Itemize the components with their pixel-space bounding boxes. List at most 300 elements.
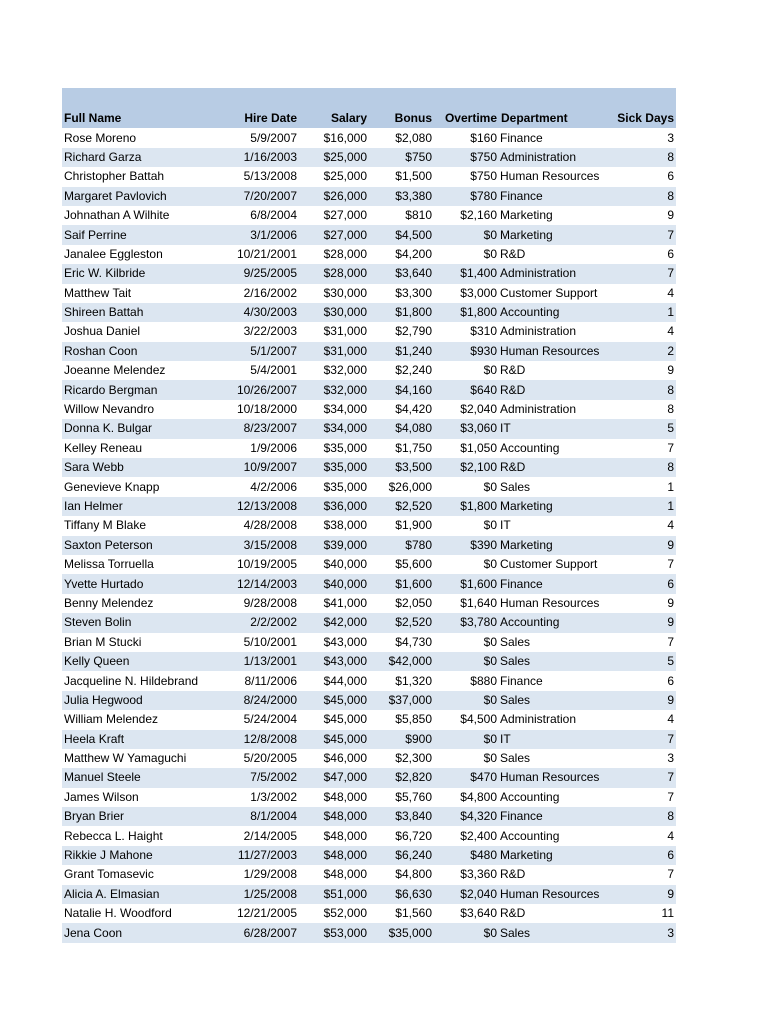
table-row xyxy=(62,419,676,438)
table-row xyxy=(62,342,676,361)
cell-bonus: $1,560 xyxy=(369,904,434,923)
cell-bonus: $4,800 xyxy=(369,865,434,884)
cell-bonus: $26,000 xyxy=(369,477,434,496)
cell-salary: $48,000 xyxy=(299,788,369,807)
cell-overtime: $2,040 xyxy=(434,400,499,419)
cell-sick-days: 9 xyxy=(609,613,676,632)
cell-department: Sales xyxy=(499,477,609,496)
cell-sick-days: 7 xyxy=(609,555,676,574)
cell-sick-days: 9 xyxy=(609,885,676,904)
cell-salary: $34,000 xyxy=(299,419,369,438)
cell-full-name: Margaret Pavlovich xyxy=(62,187,210,206)
table-row xyxy=(62,652,676,671)
cell-full-name: Matthew Tait xyxy=(62,284,210,303)
cell-salary: $28,000 xyxy=(299,264,369,283)
cell-full-name: Alicia A. Elmasian xyxy=(62,885,210,904)
table-row xyxy=(62,749,676,768)
table-row xyxy=(62,768,676,787)
cell-overtime: $2,400 xyxy=(434,826,499,845)
cell-hire-date: 5/1/2007 xyxy=(210,342,299,361)
cell-full-name: Bryan Brier xyxy=(62,807,210,826)
cell-overtime: $390 xyxy=(434,536,499,555)
table-row xyxy=(62,439,676,458)
cell-overtime: $3,000 xyxy=(434,284,499,303)
cell-overtime: $930 xyxy=(434,342,499,361)
cell-department: R&D xyxy=(499,361,609,380)
table-row xyxy=(62,400,676,419)
cell-department: R&D xyxy=(499,458,609,477)
cell-salary: $31,000 xyxy=(299,342,369,361)
cell-salary: $45,000 xyxy=(299,730,369,749)
cell-bonus: $4,500 xyxy=(369,225,434,244)
cell-overtime: $1,800 xyxy=(434,497,499,516)
cell-hire-date: 10/26/2007 xyxy=(210,380,299,399)
cell-bonus: $4,080 xyxy=(369,419,434,438)
cell-salary: $30,000 xyxy=(299,284,369,303)
cell-salary: $35,000 xyxy=(299,439,369,458)
cell-hire-date: 12/14/2003 xyxy=(210,574,299,593)
cell-hire-date: 6/8/2004 xyxy=(210,206,299,225)
table-row xyxy=(62,303,676,322)
cell-salary: $38,000 xyxy=(299,516,369,535)
cell-salary: $40,000 xyxy=(299,555,369,574)
cell-hire-date: 10/9/2007 xyxy=(210,458,299,477)
cell-bonus: $780 xyxy=(369,536,434,555)
table-row xyxy=(62,148,676,167)
cell-sick-days: 7 xyxy=(609,865,676,884)
cell-department: Administration xyxy=(499,322,609,341)
cell-sick-days: 4 xyxy=(609,826,676,845)
cell-salary: $40,000 xyxy=(299,574,369,593)
cell-full-name: Willow Nevandro xyxy=(62,400,210,419)
cell-salary: $42,000 xyxy=(299,613,369,632)
cell-department: Customer Support xyxy=(499,284,609,303)
cell-overtime: $470 xyxy=(434,768,499,787)
cell-salary: $53,000 xyxy=(299,923,369,942)
cell-salary: $25,000 xyxy=(299,167,369,186)
cell-salary: $31,000 xyxy=(299,322,369,341)
cell-bonus: $2,520 xyxy=(369,613,434,632)
table-row xyxy=(62,865,676,884)
cell-overtime: $0 xyxy=(434,749,499,768)
cell-overtime: $3,640 xyxy=(434,904,499,923)
cell-overtime: $1,640 xyxy=(434,594,499,613)
cell-salary: $16,000 xyxy=(299,128,369,147)
cell-department: R&D xyxy=(499,245,609,264)
cell-sick-days: 7 xyxy=(609,633,676,652)
table-row xyxy=(62,885,676,904)
cell-full-name: Yvette Hurtado xyxy=(62,574,210,593)
cell-bonus: $2,520 xyxy=(369,497,434,516)
cell-overtime: $3,780 xyxy=(434,613,499,632)
cell-salary: $27,000 xyxy=(299,225,369,244)
cell-salary: $35,000 xyxy=(299,477,369,496)
cell-full-name: Rose Moreno xyxy=(62,128,210,147)
cell-sick-days: 5 xyxy=(609,652,676,671)
cell-hire-date: 12/8/2008 xyxy=(210,730,299,749)
cell-salary: $28,000 xyxy=(299,245,369,264)
cell-bonus: $4,200 xyxy=(369,245,434,264)
cell-overtime: $2,160 xyxy=(434,206,499,225)
cell-hire-date: 6/28/2007 xyxy=(210,923,299,942)
cell-full-name: Ian Helmer xyxy=(62,497,210,516)
cell-bonus: $900 xyxy=(369,730,434,749)
cell-bonus: $2,240 xyxy=(369,361,434,380)
cell-overtime: $3,060 xyxy=(434,419,499,438)
cell-hire-date: 5/20/2005 xyxy=(210,749,299,768)
table-row xyxy=(62,284,676,303)
cell-bonus: $1,600 xyxy=(369,574,434,593)
cell-sick-days: 5 xyxy=(609,419,676,438)
cell-full-name: Janalee Eggleston xyxy=(62,245,210,264)
cell-bonus: $6,720 xyxy=(369,826,434,845)
cell-department: Finance xyxy=(499,574,609,593)
cell-sick-days: 9 xyxy=(609,361,676,380)
cell-department: Finance xyxy=(499,807,609,826)
table-row xyxy=(62,167,676,186)
cell-full-name: Brian M Stucki xyxy=(62,633,210,652)
cell-sick-days: 4 xyxy=(609,322,676,341)
cell-bonus: $1,800 xyxy=(369,303,434,322)
table-row xyxy=(62,555,676,574)
cell-hire-date: 10/21/2001 xyxy=(210,245,299,264)
table-body xyxy=(62,128,676,942)
cell-full-name: Steven Bolin xyxy=(62,613,210,632)
cell-salary: $48,000 xyxy=(299,826,369,845)
cell-sick-days: 9 xyxy=(609,691,676,710)
cell-full-name: Richard Garza xyxy=(62,148,210,167)
cell-department: Marketing xyxy=(499,846,609,865)
table-row xyxy=(62,264,676,283)
cell-sick-days: 6 xyxy=(609,574,676,593)
cell-hire-date: 4/30/2003 xyxy=(210,303,299,322)
cell-department: Administration xyxy=(499,400,609,419)
cell-bonus: $2,820 xyxy=(369,768,434,787)
cell-sick-days: 8 xyxy=(609,458,676,477)
cell-hire-date: 12/13/2008 xyxy=(210,497,299,516)
header-row xyxy=(62,109,676,128)
header-salary: Salary xyxy=(299,109,369,128)
cell-salary: $51,000 xyxy=(299,885,369,904)
cell-department: Finance xyxy=(499,671,609,690)
cell-full-name: Kelley Reneau xyxy=(62,439,210,458)
employee-table xyxy=(62,109,676,943)
table-row xyxy=(62,574,676,593)
cell-hire-date: 4/2/2006 xyxy=(210,477,299,496)
cell-full-name: Tiffany M Blake xyxy=(62,516,210,535)
cell-salary: $35,000 xyxy=(299,458,369,477)
cell-salary: $48,000 xyxy=(299,807,369,826)
cell-sick-days: 8 xyxy=(609,807,676,826)
cell-overtime: $1,400 xyxy=(434,264,499,283)
cell-hire-date: 1/29/2008 xyxy=(210,865,299,884)
table-row xyxy=(62,322,676,341)
cell-sick-days: 3 xyxy=(609,128,676,147)
cell-salary: $30,000 xyxy=(299,303,369,322)
cell-full-name: Natalie H. Woodford xyxy=(62,904,210,923)
cell-salary: $34,000 xyxy=(299,400,369,419)
table-row xyxy=(62,380,676,399)
cell-hire-date: 1/16/2003 xyxy=(210,148,299,167)
cell-sick-days: 1 xyxy=(609,497,676,516)
cell-bonus: $1,240 xyxy=(369,342,434,361)
cell-full-name: Saxton Peterson xyxy=(62,536,210,555)
cell-department: Accounting xyxy=(499,303,609,322)
cell-overtime: $3,360 xyxy=(434,865,499,884)
cell-hire-date: 1/25/2008 xyxy=(210,885,299,904)
cell-overtime: $4,320 xyxy=(434,807,499,826)
cell-sick-days: 1 xyxy=(609,303,676,322)
cell-bonus: $3,840 xyxy=(369,807,434,826)
cell-full-name: Donna K. Bulgar xyxy=(62,419,210,438)
cell-overtime: $0 xyxy=(434,633,499,652)
cell-sick-days: 11 xyxy=(609,904,676,923)
table-row xyxy=(62,633,676,652)
table-row xyxy=(62,923,676,942)
cell-overtime: $0 xyxy=(434,245,499,264)
cell-hire-date: 8/24/2000 xyxy=(210,691,299,710)
cell-salary: $47,000 xyxy=(299,768,369,787)
table-row xyxy=(62,730,676,749)
cell-salary: $25,000 xyxy=(299,148,369,167)
cell-overtime: $0 xyxy=(434,516,499,535)
cell-sick-days: 9 xyxy=(609,594,676,613)
cell-department: Finance xyxy=(499,128,609,147)
cell-overtime: $640 xyxy=(434,380,499,399)
table-row xyxy=(62,846,676,865)
cell-hire-date: 9/25/2005 xyxy=(210,264,299,283)
table-row xyxy=(62,497,676,516)
cell-full-name: Kelly Queen xyxy=(62,652,210,671)
cell-salary: $27,000 xyxy=(299,206,369,225)
cell-bonus: $35,000 xyxy=(369,923,434,942)
cell-overtime: $0 xyxy=(434,225,499,244)
cell-department: Human Resources xyxy=(499,594,609,613)
table-row xyxy=(62,361,676,380)
cell-salary: $41,000 xyxy=(299,594,369,613)
cell-department: Marketing xyxy=(499,497,609,516)
cell-hire-date: 7/5/2002 xyxy=(210,768,299,787)
cell-hire-date: 1/3/2002 xyxy=(210,788,299,807)
cell-bonus: $3,640 xyxy=(369,264,434,283)
cell-department: Marketing xyxy=(499,536,609,555)
table-row xyxy=(62,516,676,535)
cell-sick-days: 4 xyxy=(609,516,676,535)
cell-sick-days: 4 xyxy=(609,284,676,303)
header-department: Department xyxy=(499,109,609,128)
cell-full-name: Heela Kraft xyxy=(62,730,210,749)
cell-hire-date: 2/14/2005 xyxy=(210,826,299,845)
cell-department: Marketing xyxy=(499,225,609,244)
cell-full-name: Rikkie J Mahone xyxy=(62,846,210,865)
cell-department: Accounting xyxy=(499,439,609,458)
cell-department: Sales xyxy=(499,652,609,671)
cell-bonus: $4,730 xyxy=(369,633,434,652)
cell-full-name: Rebecca L. Haight xyxy=(62,826,210,845)
cell-hire-date: 5/24/2004 xyxy=(210,710,299,729)
cell-salary: $39,000 xyxy=(299,536,369,555)
cell-department: Human Resources xyxy=(499,768,609,787)
cell-full-name: Benny Melendez xyxy=(62,594,210,613)
cell-department: Sales xyxy=(499,633,609,652)
cell-full-name: Roshan Coon xyxy=(62,342,210,361)
cell-bonus: $1,320 xyxy=(369,671,434,690)
cell-full-name: Sara Webb xyxy=(62,458,210,477)
cell-overtime: $160 xyxy=(434,128,499,147)
cell-sick-days: 8 xyxy=(609,148,676,167)
cell-sick-days: 7 xyxy=(609,768,676,787)
cell-sick-days: 3 xyxy=(609,749,676,768)
cell-salary: $44,000 xyxy=(299,671,369,690)
cell-overtime: $750 xyxy=(434,148,499,167)
cell-department: Accounting xyxy=(499,826,609,845)
cell-bonus: $1,500 xyxy=(369,167,434,186)
cell-hire-date: 5/10/2001 xyxy=(210,633,299,652)
cell-bonus: $6,240 xyxy=(369,846,434,865)
cell-sick-days: 4 xyxy=(609,710,676,729)
cell-bonus: $3,500 xyxy=(369,458,434,477)
cell-bonus: $2,080 xyxy=(369,128,434,147)
cell-hire-date: 1/9/2006 xyxy=(210,439,299,458)
cell-bonus: $3,300 xyxy=(369,284,434,303)
cell-department: Human Resources xyxy=(499,342,609,361)
table-row xyxy=(62,128,676,147)
cell-overtime: $0 xyxy=(434,730,499,749)
cell-sick-days: 7 xyxy=(609,730,676,749)
cell-overtime: $310 xyxy=(434,322,499,341)
cell-department: R&D xyxy=(499,904,609,923)
cell-hire-date: 10/19/2005 xyxy=(210,555,299,574)
cell-department: Accounting xyxy=(499,613,609,632)
cell-bonus: $37,000 xyxy=(369,691,434,710)
cell-department: Administration xyxy=(499,264,609,283)
cell-hire-date: 10/18/2000 xyxy=(210,400,299,419)
table-row xyxy=(62,904,676,923)
table-row xyxy=(62,187,676,206)
cell-overtime: $1,050 xyxy=(434,439,499,458)
table-row xyxy=(62,807,676,826)
cell-salary: $43,000 xyxy=(299,633,369,652)
cell-department: Sales xyxy=(499,923,609,942)
cell-hire-date: 4/28/2008 xyxy=(210,516,299,535)
cell-department: Customer Support xyxy=(499,555,609,574)
table-row xyxy=(62,691,676,710)
cell-department: R&D xyxy=(499,865,609,884)
table-row xyxy=(62,710,676,729)
cell-overtime: $480 xyxy=(434,846,499,865)
cell-sick-days: 2 xyxy=(609,342,676,361)
cell-salary: $32,000 xyxy=(299,361,369,380)
cell-bonus: $5,850 xyxy=(369,710,434,729)
cell-sick-days: 9 xyxy=(609,536,676,555)
table-row xyxy=(62,225,676,244)
cell-overtime: $0 xyxy=(434,923,499,942)
cell-full-name: James Wilson xyxy=(62,788,210,807)
table-row xyxy=(62,536,676,555)
table-row xyxy=(62,613,676,632)
cell-bonus: $4,160 xyxy=(369,380,434,399)
header-full-name: Full Name xyxy=(62,109,210,128)
cell-department: Human Resources xyxy=(499,885,609,904)
cell-overtime: $0 xyxy=(434,555,499,574)
cell-sick-days: 7 xyxy=(609,788,676,807)
cell-overtime: $0 xyxy=(434,652,499,671)
cell-full-name: Genevieve Knapp xyxy=(62,477,210,496)
cell-full-name: Grant Tomasevic xyxy=(62,865,210,884)
cell-bonus: $5,600 xyxy=(369,555,434,574)
cell-bonus: $6,630 xyxy=(369,885,434,904)
cell-full-name: Julia Hegwood xyxy=(62,691,210,710)
cell-bonus: $5,760 xyxy=(369,788,434,807)
header-band xyxy=(62,88,676,109)
cell-salary: $48,000 xyxy=(299,846,369,865)
table-row xyxy=(62,245,676,264)
cell-full-name: Jacqueline N. Hildebrand xyxy=(62,671,210,690)
cell-overtime: $1,600 xyxy=(434,574,499,593)
cell-full-name: Ricardo Bergman xyxy=(62,380,210,399)
cell-full-name: Matthew W Yamaguchi xyxy=(62,749,210,768)
cell-salary: $46,000 xyxy=(299,749,369,768)
cell-department: Human Resources xyxy=(499,167,609,186)
cell-department: R&D xyxy=(499,380,609,399)
cell-full-name: Christopher Battah xyxy=(62,167,210,186)
table-row xyxy=(62,458,676,477)
cell-department: Finance xyxy=(499,187,609,206)
cell-department: Sales xyxy=(499,749,609,768)
cell-bonus: $2,300 xyxy=(369,749,434,768)
cell-overtime: $2,100 xyxy=(434,458,499,477)
cell-sick-days: 7 xyxy=(609,264,676,283)
cell-bonus: $1,750 xyxy=(369,439,434,458)
cell-sick-days: 7 xyxy=(609,439,676,458)
cell-department: Administration xyxy=(499,710,609,729)
cell-sick-days: 8 xyxy=(609,400,676,419)
cell-hire-date: 11/27/2003 xyxy=(210,846,299,865)
cell-salary: $36,000 xyxy=(299,497,369,516)
header-overtime: Overtime xyxy=(434,109,499,128)
table-row xyxy=(62,826,676,845)
cell-hire-date: 5/9/2007 xyxy=(210,128,299,147)
table-row xyxy=(62,477,676,496)
cell-hire-date: 1/13/2001 xyxy=(210,652,299,671)
cell-hire-date: 5/13/2008 xyxy=(210,167,299,186)
cell-bonus: $1,900 xyxy=(369,516,434,535)
cell-full-name: Manuel Steele xyxy=(62,768,210,787)
header-hire-date: Hire Date xyxy=(210,109,299,128)
cell-hire-date: 2/2/2002 xyxy=(210,613,299,632)
cell-full-name: Eric W. Kilbride xyxy=(62,264,210,283)
cell-sick-days: 9 xyxy=(609,206,676,225)
cell-department: Marketing xyxy=(499,206,609,225)
cell-hire-date: 8/1/2004 xyxy=(210,807,299,826)
cell-overtime: $1,800 xyxy=(434,303,499,322)
cell-hire-date: 7/20/2007 xyxy=(210,187,299,206)
cell-overtime: $750 xyxy=(434,167,499,186)
cell-full-name: Johnathan A Wilhite xyxy=(62,206,210,225)
cell-hire-date: 3/22/2003 xyxy=(210,322,299,341)
cell-overtime: $0 xyxy=(434,477,499,496)
cell-sick-days: 8 xyxy=(609,380,676,399)
cell-bonus: $750 xyxy=(369,148,434,167)
cell-sick-days: 6 xyxy=(609,167,676,186)
cell-sick-days: 7 xyxy=(609,225,676,244)
cell-overtime: $0 xyxy=(434,361,499,380)
cell-full-name: Jena Coon xyxy=(62,923,210,942)
cell-bonus: $3,380 xyxy=(369,187,434,206)
cell-hire-date: 8/23/2007 xyxy=(210,419,299,438)
cell-department: IT xyxy=(499,730,609,749)
cell-overtime: $2,040 xyxy=(434,885,499,904)
